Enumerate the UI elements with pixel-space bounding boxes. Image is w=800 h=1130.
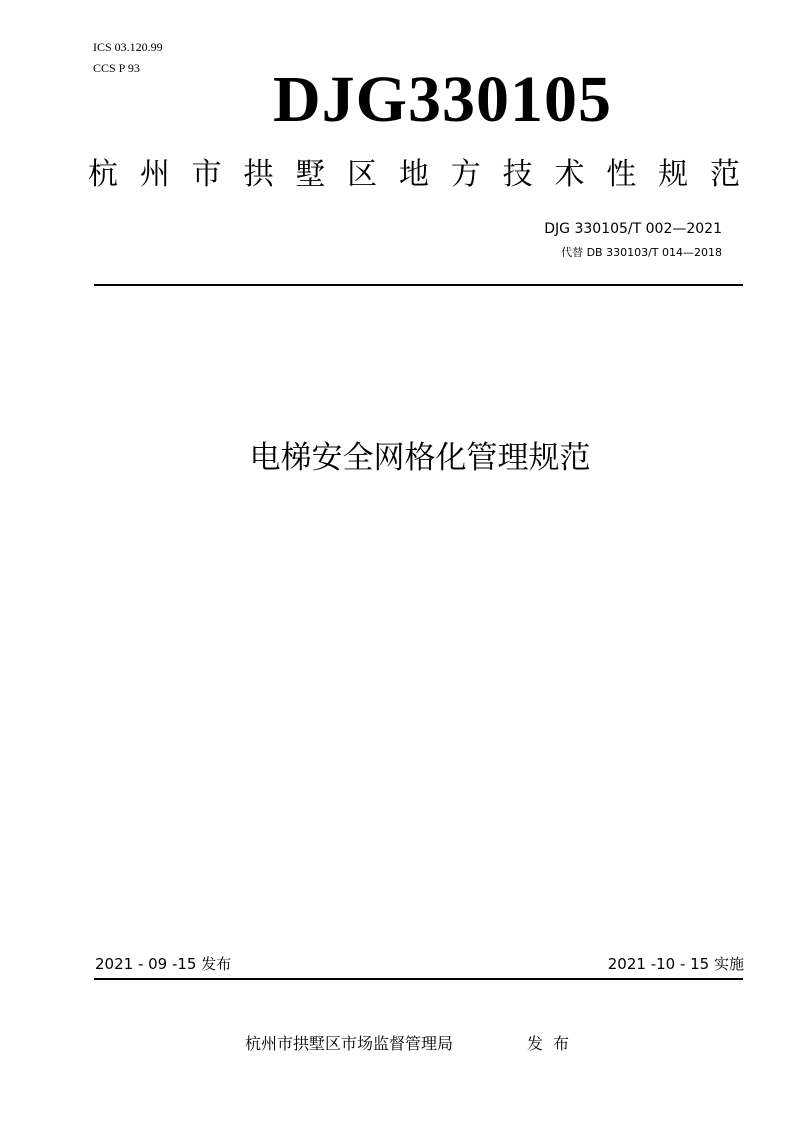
category-char: 性: [606, 157, 637, 192]
category-char: 范: [709, 157, 740, 192]
replaces-standard: 代替 DB 330103/T 014—2018: [561, 246, 722, 259]
category-char: 规: [658, 157, 689, 192]
implementation-date: 2021 -10 - 15 实施: [607, 955, 744, 973]
category-char: 区: [347, 157, 378, 192]
category-char: 拱: [243, 157, 274, 192]
publisher-name: 杭州市拱墅区市场监督管理局: [245, 1034, 454, 1053]
category-char: 地: [398, 157, 429, 192]
category-char: 市: [191, 157, 222, 192]
document-title: 电梯安全网格化管理规范: [249, 440, 591, 476]
category-char: 方: [450, 157, 481, 192]
category-char: 墅: [295, 157, 326, 192]
publish-label: 发布: [527, 1034, 580, 1053]
category-char: 技: [502, 157, 533, 192]
category-char: 术: [554, 157, 585, 192]
standard-code: DJG330105: [273, 63, 612, 136]
category-char: 州: [139, 157, 170, 192]
header-divider: [94, 284, 743, 286]
standard-category: [88, 156, 740, 194]
issue-date: 2021 - 09 -15 发布: [95, 955, 232, 973]
document-number: DJG 330105/T 002—2021: [544, 221, 722, 237]
ics-code: ICS 03.120.99: [93, 40, 163, 54]
footer-divider: [94, 978, 743, 980]
ccs-code: CCS P 93: [93, 61, 140, 75]
category-char: 杭: [88, 157, 118, 192]
